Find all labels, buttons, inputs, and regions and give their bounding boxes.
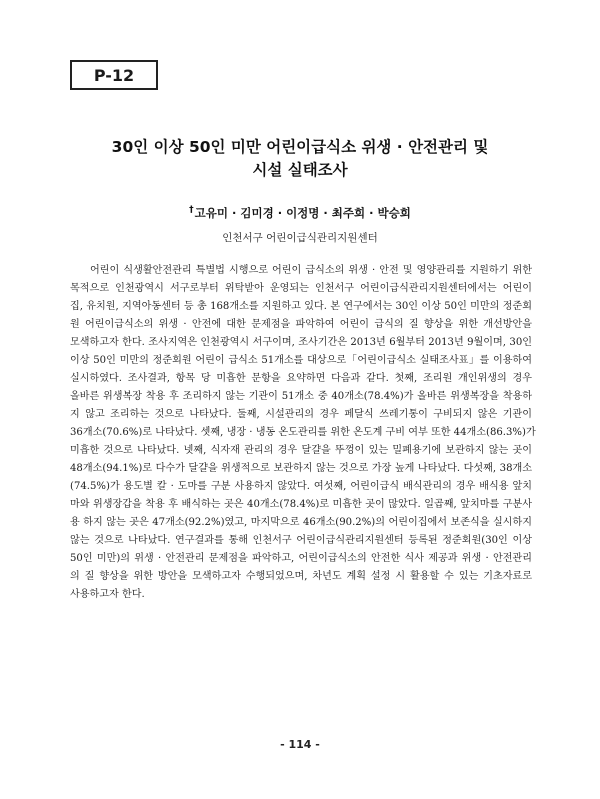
- abstract-line: (74.5%)가 용도별 칼 · 도마를 구분 사용하지 않았다. 여섯째, 어린이급식 배식관리의 경우 배식용 앞치: [70, 481, 532, 492]
- abstract-line: 용 하지 않는 곳은 47개소(92.2%)였고, 마지막으로 46개소(90.2%)의 어린이집에서 보존식을 실시하지: [70, 517, 532, 528]
- affiliation: 인천서구 어린이급식관리지원센터: [222, 232, 378, 244]
- corresponding-author-mark: †: [189, 205, 194, 216]
- abstract-body: [70, 262, 536, 604]
- abstract-line: 목적으로 인천광역시 서구로부터 위탁받아 운영되는 인천서구 어린이급식관리지원센터에서는 어린이: [70, 283, 532, 294]
- abstract-line: 않는 것으로 나타났다. 연구결과를 통해 인천서구 어린이급식관리지원센터 등록된 정준회원(30인 이상: [70, 535, 532, 546]
- abstract-line: 모색하고자 한다. 조사지역은 인천광역시 서구이며, 조사기간은 2013년 6월부터 2013년 9월이며, 30인: [70, 337, 532, 348]
- abstract-line: 이상 50인 미만의 정준회원 어린이 급식소 51개소를 대상으로「어린이급식소 실태조사표」를 이용하여: [70, 355, 532, 366]
- abstract-line: 지 않고 조리하는 것으로 나타났다. 둘째, 시설관리의 경우 페달식 쓰레기통이 구비되지 않은 기관이: [70, 409, 532, 420]
- abstract-line: 미흡한 것으로 나타났다. 넷째, 식자재 관리의 경우 달걀을 뚜껑이 있는 밀폐용기에 보관하지 않는 곳이: [70, 445, 532, 456]
- abstract-line: 사용하고자 한다.: [70, 589, 145, 600]
- abstract-line: 어린이 식생활안전관리 특별법 시행으로 어린이 급식소의 위생 · 안전 및 영양관리를 지원하기 위한: [90, 265, 532, 276]
- title-line-1: 30인 이상 50인 미만 어린이급식소 위생 · 안전관리 및: [111, 138, 489, 156]
- abstract-line: 올바른 위생복장 착용 후 조리하지 않는 기관이 51개소 중 40개소(78.4%)가 올바른 위생복장을 착용하: [70, 391, 532, 402]
- page-number: - 114 -: [280, 738, 320, 751]
- abstract-line: 원 어린이급식소의 위생 · 안전에 대한 문제점을 파악하여 어린이 급식의 질 향상을 위한 개선방안을: [70, 319, 532, 330]
- abstract-line: 마와 위생장갑을 착용 후 배식하는 곳은 40개소(78.4%)로 미흡한 곳이 많았다. 일곱째, 앞치마를 구분사: [70, 499, 532, 510]
- paper-title: [60, 136, 540, 182]
- abstract-line: 실시하였다. 조사결과, 항목 당 미흡한 문항을 요약하면 다음과 같다. 첫째, 조리원 개인위생의 경우: [70, 373, 532, 384]
- author-names: 고유미 · 김미경 · 이정명 · 최주희 · 박승희: [194, 206, 411, 220]
- abstract-line: 36개소(70.6%)로 나타났다. 셋째, 냉장 · 냉동 온도관리를 위한 온도계 구비 여부 또한 44개소(86.3%)가: [70, 427, 536, 438]
- title-line-2: 시설 실태조사: [252, 161, 348, 179]
- abstract-line: 의 질 향상을 위한 방안을 모색하고자 수행되었으며, 차년도 계획 설정 시 활용할 수 있는 기초자료로: [70, 571, 532, 582]
- author-list: [60, 205, 540, 221]
- abstract-line: 48개소(94.1%)로 다수가 달걀을 위생적으로 보관하지 않는 것으로 가장 높게 나타났다. 다섯째, 38개소: [70, 463, 532, 474]
- poster-id-badge: P-12: [70, 60, 158, 90]
- abstract-line: 50인 미만)의 위생 · 안전관리 문제점을 파악하고, 어린이급식소의 안전한 식사 제공과 위생 · 안전관리: [70, 553, 532, 564]
- abstract-line: 집, 유치원, 지역아동센터 등 총 168개소를 지원하고 있다. 본 연구에서는 30인 이상 50인 미만의 정준회: [70, 301, 532, 312]
